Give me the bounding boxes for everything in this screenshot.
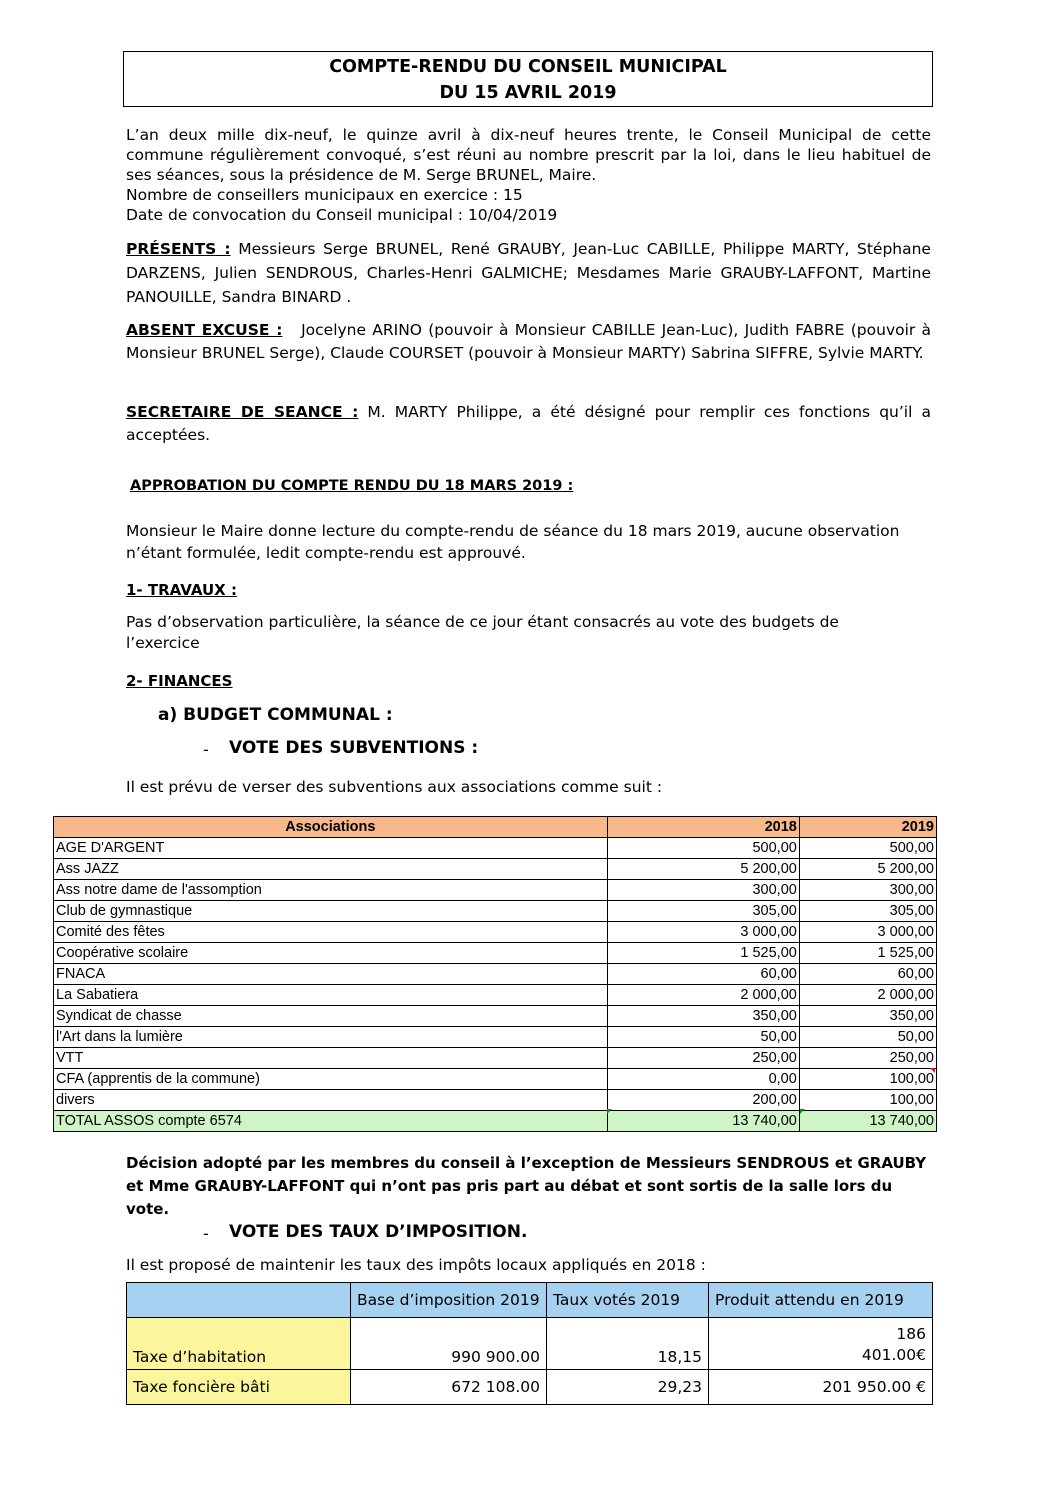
subvention-2019: 350,00 (799, 1006, 936, 1027)
subvention-row (54, 943, 937, 964)
subvention-2019: 100,00 (799, 1090, 936, 1111)
presents-label: PRÉSENTS : (126, 240, 231, 258)
subvention-2019: 500,00 (799, 838, 936, 859)
subvention-association: Comité des fêtes (54, 922, 608, 943)
header-produit: Produit attendu en 2019 (709, 1283, 933, 1318)
convocation-date: Date de convocation du Conseil municipal : 10/04/2019 (126, 206, 558, 224)
header-2019: 2019 (799, 817, 936, 838)
finances-heading: 2- FINANCES (126, 672, 233, 690)
taux-row-produit (709, 1318, 933, 1370)
subvention-2019: 100,00 (799, 1069, 936, 1090)
travaux-text: Pas d’observation particulière, la séance de ce jour étant consacrés au vote des budgets de l’exercice (126, 613, 839, 652)
taux-row-label: Taxe foncière bâti (127, 1370, 351, 1405)
subvention-association: Ass JAZZ (54, 859, 608, 880)
subvention-2019: 305,00 (799, 901, 936, 922)
subvention-2018: 500,00 (607, 838, 799, 859)
subvention-row (54, 985, 937, 1006)
subvention-row (54, 838, 937, 859)
presents-paragraph (126, 237, 931, 309)
subvention-2018: 0,00 (607, 1069, 799, 1090)
absent-text: Jocelyne ARINO (pouvoir à Monsieur CABILLE Jean-Luc), Judith FABRE (pouvoir à Monsieur BRUNEL Serge), Claude COURSET (pouvoir à Monsieur MARTY) Sabrina SIFFRE, Sylvie MARTY. (126, 321, 932, 362)
decision-text: Décision adopté par les membres du conseil à l’exception de Messieurs SENDROUS et GRAUBY et Mme GRAUBY-LAFFONT qui n’ont pas pris part au débat et sont sortis de la salle lors du vote. (126, 1154, 927, 1218)
header-associations: Associations (54, 817, 608, 838)
taux-row (127, 1370, 933, 1405)
subvention-association: Ass notre dame de l'assomption (54, 880, 608, 901)
subvention-2018: 350,00 (607, 1006, 799, 1027)
title-line-1: COMPTE-RENDU DU CONSEIL MUNICIPAL (329, 57, 727, 77)
subvention-2018: 2 000,00 (607, 985, 799, 1006)
subvention-2019: 5 200,00 (799, 859, 936, 880)
subvention-association: divers (54, 1090, 608, 1111)
subvention-2019: 50,00 (799, 1027, 936, 1048)
subvention-row (54, 1069, 937, 1090)
subvention-row (54, 901, 937, 922)
presents-text: Messieurs Serge BRUNEL, René GRAUBY, Jean-Luc CABILLE, Philippe MARTY, Stéphane DARZENS, Julien SENDROUS, Charles-Henri GALMICHE; Mesdames Marie GRAUBY-LAFFONT, Martine PANOUILLE, Sandra BINARD . (126, 240, 931, 306)
taux-row-produit: 201 950.00 € (709, 1370, 933, 1405)
total-label: TOTAL ASSOS compte 6574 (54, 1111, 608, 1132)
subvention-row (54, 1027, 937, 1048)
approbation-heading: APPROBATION DU COMPTE RENDU DU 18 MARS 2019 : (130, 478, 574, 494)
subvention-2019: 3 000,00 (799, 922, 936, 943)
subvention-2018: 305,00 (607, 901, 799, 922)
conseillers-count: Nombre de conseillers municipaux en exercice : 15 (126, 186, 523, 204)
subvention-2018: 50,00 (607, 1027, 799, 1048)
taux-header-row (127, 1283, 933, 1318)
subvention-association: La Sabatiera (54, 985, 608, 1006)
subvention-row (54, 922, 937, 943)
subvention-2019: 60,00 (799, 964, 936, 985)
subvention-association: Syndicat de chasse (54, 1006, 608, 1027)
travaux-heading: 1- TRAVAUX : (126, 581, 237, 599)
subvention-2018: 60,00 (607, 964, 799, 985)
title-line-2: DU 15 AVRIL 2019 (439, 83, 617, 103)
subvention-row (54, 880, 937, 901)
taux-row-taux: 29,23 (547, 1370, 709, 1405)
approbation-text: Monsieur le Maire donne lecture du compte-rendu de séance du 18 mars 2019, aucune observation n’étant formulée, ledit compte-rendu est approuvé. (126, 522, 900, 562)
intro-text: L’an deux mille dix-neuf, le quinze avril à dix-neuf heures trente, le Conseil Municipal de cette commune régulièrement convoqué, s’est réuni au nombre prescrit par la loi, dans le lieu habituel de ses séances, sous la présidence de M. Serge BRUNEL, Maire. (126, 126, 931, 184)
subvention-row (54, 964, 937, 985)
subventions-intro: Il est prévu de verser des subventions aux associations comme suit : (126, 778, 663, 796)
taux-header-empty (127, 1283, 351, 1318)
header-2018: 2018 (607, 817, 799, 838)
secretaire-label: SECRETAIRE DE SEANCE : (126, 403, 359, 421)
taux-row-taux: 18,15 (547, 1318, 709, 1370)
taux-row-base: 672 108.00 (351, 1370, 547, 1405)
subventions-table (53, 816, 937, 1132)
subvention-2018: 300,00 (607, 880, 799, 901)
total-2019: 13 740,00 (799, 1111, 936, 1132)
total-2018: 13 740,00 (607, 1111, 799, 1132)
absent-paragraph (126, 319, 931, 365)
subvention-row (54, 1006, 937, 1027)
document-title (123, 51, 933, 107)
intro-paragraph (126, 125, 931, 225)
subvention-association: FNACA (54, 964, 608, 985)
taux-row (127, 1318, 933, 1370)
dash-subventions: - (203, 740, 209, 759)
cell-comment-marker (607, 1109, 612, 1114)
subvention-2018: 200,00 (607, 1090, 799, 1111)
subvention-association: VTT (54, 1048, 608, 1069)
subvention-association: Coopérative scolaire (54, 943, 608, 964)
subvention-2019: 2 000,00 (799, 985, 936, 1006)
dash-taux: - (203, 1224, 209, 1243)
budget-communal-heading: a) BUDGET COMMUNAL : (158, 705, 393, 725)
vote-taux-heading: VOTE DES TAUX D’IMPOSITION. (229, 1222, 528, 1242)
subvention-2018: 1 525,00 (607, 943, 799, 964)
subventions-header-row (54, 817, 937, 838)
header-taux: Taux votés 2019 (547, 1283, 709, 1318)
subvention-row (54, 1090, 937, 1111)
taux-table (126, 1282, 933, 1405)
absent-label: ABSENT EXCUSE : (126, 321, 283, 339)
taux-produit-line-1: 186 (896, 1325, 926, 1343)
secretaire-text: M. MARTY Philippe, a été désigné pour remplir ces fonctions qu’il a acceptées. (126, 403, 931, 444)
subvention-2018: 3 000,00 (607, 922, 799, 943)
taux-intro: Il est proposé de maintenir les taux des impôts locaux appliqués en 2018 : (126, 1256, 706, 1274)
taux-produit-line-2: 401.00€ (861, 1346, 926, 1364)
cell-comment-marker (930, 1068, 935, 1073)
header-base: Base d’imposition 2019 (351, 1283, 547, 1318)
subvention-row (54, 1048, 937, 1069)
subvention-association: Club de gymnastique (54, 901, 608, 922)
cell-comment-marker (800, 1109, 805, 1114)
subvention-association: AGE D'ARGENT (54, 838, 608, 859)
subvention-2018: 5 200,00 (607, 859, 799, 880)
subvention-2019: 1 525,00 (799, 943, 936, 964)
subvention-association: CFA (apprentis de la commune) (54, 1069, 608, 1090)
taux-row-label: Taxe d’habitation (127, 1318, 351, 1370)
taux-row-base: 990 900.00 (351, 1318, 547, 1370)
subvention-2019: 300,00 (799, 880, 936, 901)
vote-subventions-heading: VOTE DES SUBVENTIONS : (229, 738, 479, 758)
subvention-row (54, 859, 937, 880)
subvention-2019: 250,00 (799, 1048, 936, 1069)
subvention-2018: 250,00 (607, 1048, 799, 1069)
secretaire-paragraph (126, 401, 931, 447)
subvention-association: l'Art dans la lumière (54, 1027, 608, 1048)
